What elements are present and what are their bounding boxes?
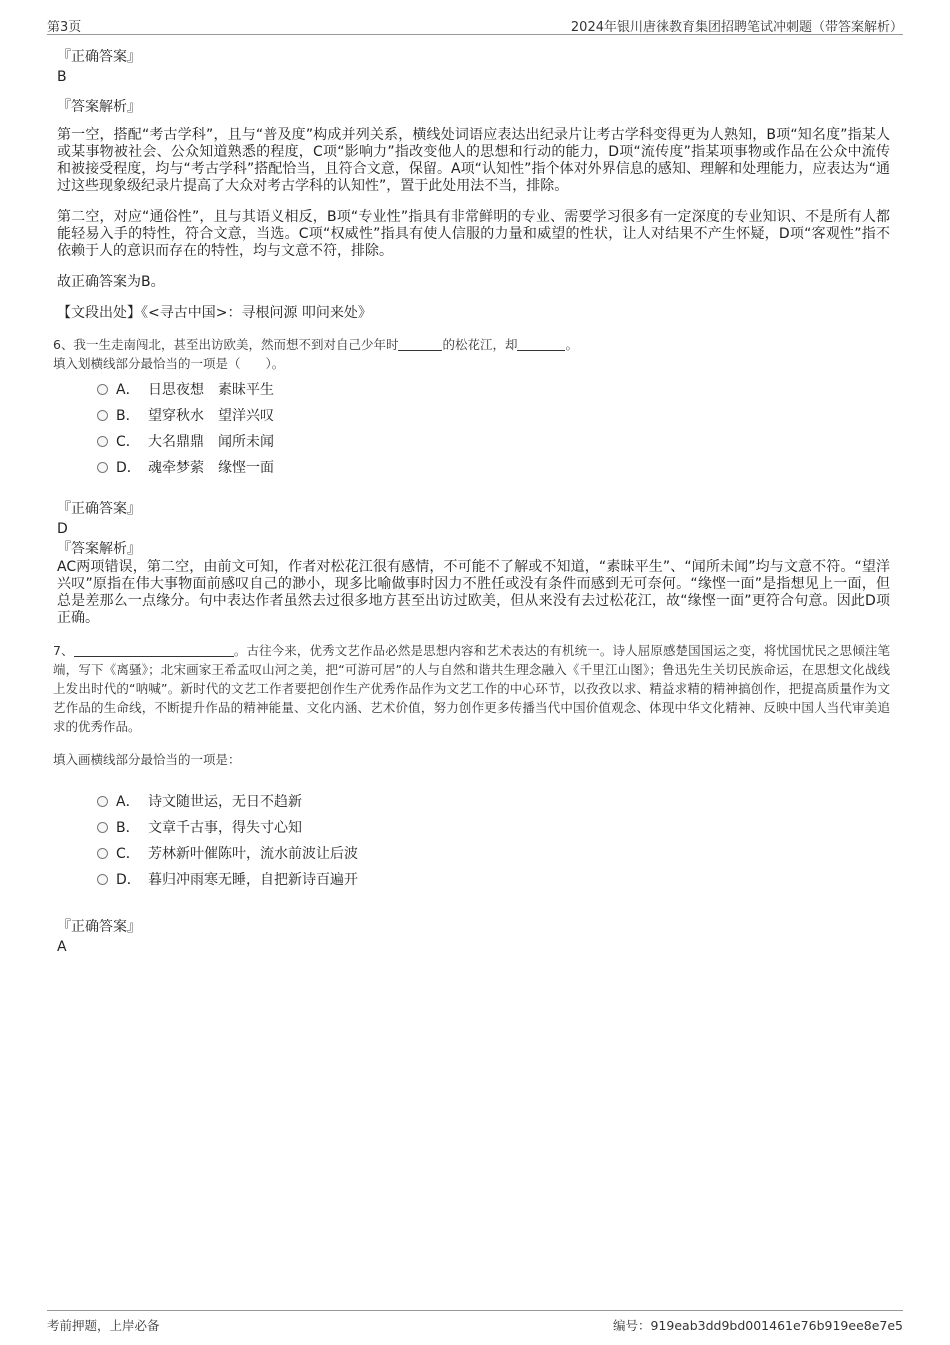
- document-title: 2024年银川唐徕教育集团招聘笔试冲刺题（带答案解析）: [570, 20, 903, 35]
- q6-blank-1: [398, 337, 442, 351]
- q6-analysis-label: 『答案解析』: [57, 541, 141, 557]
- radio-icon[interactable]: [97, 436, 108, 447]
- q7-stem: 7、 。古往今来，优秀文艺作品必然是思想内容和艺术表达的有机统一。诗人屈原感楚国国运之变，将忧国忧民之思倾注笔端，写下《离骚》；北宋画家王希孟叹山河之美，把“可游可居”的人与自然和谐共生理念融入《千里江山图》；鲁迅先生关切民族命运，在思想文化战线上发出时代的“呐喊”。新时代的文艺工作者要把创作生产优秀作品作为文艺工作的中心环节，以孜孜以求、精益求精的精神搞创作，把提高质量作为文艺作品的生命线，不断提升作品的精神能量、文化内涵、艺术价值，努力创作更多传播当代中国价值观念、体现中华文化精神、反映中国人当代审美追求的优秀作品。: [53, 643, 890, 734]
- q6-options: [97, 377, 890, 481]
- q6-option-a[interactable]: A． 日思夜想 素昧平生: [97, 377, 890, 403]
- q5-analysis-label: 『答案解析』: [57, 99, 141, 115]
- q5-analysis-paragraph-1: 第一空，搭配“考古学科”，且与“普及度”构成并列关系，横线处词语应表达出纪录片让考古学科变得更为人熟知，B项“知名度”指某人或某事物被社会、公众知道熟悉的程度，C项“影响力”指改变他人的思想和行动的能力，D项“流传度”指某项事物或作品在公众中流传和被接受程度，均与“考古学科”搭配恰当，且符合文意，保留。A项“认知性”指个体对外界信息的感知、理解和处理能力，应表达为“通过这些现象级纪录片提高了大众对考古学科的认知性”，置于此处用法不当，排除。: [57, 127, 890, 194]
- q6-analysis: AC两项错误，第二空，由前文可知，作者对松花江很有感情，不可能不了解或不知道，“素昧平生”、“闻所未闻”均与文意不符。“望洋兴叹”原指在伟大事物面前感叹自己的渺小，现多比喻做事时因力不胜任或没有条件而感到无可奈何。“缘悭一面”是指想见上一面，但总是差那么一点缘分。句中表达作者虽然去过很多地方甚至出访过欧美，但从来没有去过松花江，故“缘悭一面”更符合句意。因此D项正确。: [57, 559, 890, 626]
- page-content: [53, 44, 890, 957]
- q7-option-b[interactable]: B． 文章千古事，得失寸心知: [97, 815, 890, 841]
- q5-answer-label: 『正确答案』: [57, 49, 141, 65]
- q7-option-a[interactable]: A． 诗文随世运，无日不趋新: [97, 789, 890, 815]
- q7-option-c[interactable]: C． 芳林新叶催陈叶，流水前波让后波: [97, 841, 890, 867]
- q7-option-d[interactable]: D． 暮归冲雨寒无睡，自把新诗百遍开: [97, 867, 890, 893]
- radio-icon[interactable]: [97, 384, 108, 395]
- q7-answer-label: 『正确答案』: [57, 919, 141, 935]
- q6-option-d[interactable]: D． 魂牵梦萦 缘悭一面: [97, 455, 890, 481]
- q6-answer: D: [57, 521, 68, 537]
- q6-stem: 6、我一生走南闯北，甚至出访欧美，然而想不到对自己少年时 的松花江，却 。: [53, 337, 578, 352]
- radio-icon[interactable]: [97, 462, 108, 473]
- q5-conclusion: 故正确答案为B。: [57, 274, 165, 290]
- radio-icon[interactable]: [97, 410, 108, 421]
- radio-icon[interactable]: [97, 822, 108, 833]
- q5-analysis-paragraph-2: 第二空，对应“通俗性”，且与其语义相反，B项“专业性”指具有非常鲜明的专业、需要学习很多有一定深度的专业知识、不是所有人都能轻易入手的特性，符合文意，当选。C项“权威性”指具有使人信服的力量和威望的性状，让人对结果不产生怀疑，D项“客观性”指不依赖于人的意识而存在的特性，均与文意不符，排除。: [57, 209, 890, 259]
- q6-option-b[interactable]: B． 望穿秋水 望洋兴叹: [97, 403, 890, 429]
- radio-icon[interactable]: [97, 848, 108, 859]
- q7-prompt: 填入画横线部分最恰当的一项是：: [53, 752, 241, 767]
- page-header: [47, 14, 903, 35]
- document-code: 编号：919eab3dd9bd001461e76b919ee8e7e5: [612, 1318, 903, 1333]
- q6-answer-label: 『正确答案』: [57, 501, 141, 517]
- q7-answer: A: [57, 939, 67, 955]
- question-7: [53, 641, 890, 769]
- q6-prompt: 填入划横线部分最恰当的一项是（ ）。: [53, 356, 285, 371]
- q7-blank: [74, 643, 234, 657]
- q5-answer: B: [57, 69, 67, 85]
- radio-icon[interactable]: [97, 874, 108, 885]
- question-6: [53, 335, 890, 373]
- radio-icon[interactable]: [97, 796, 108, 807]
- page-footer: [47, 1310, 903, 1335]
- q6-option-c[interactable]: C． 大名鼎鼎 闻所未闻: [97, 429, 890, 455]
- q6-blank-2: [517, 337, 565, 351]
- footer-slogan: 考前押题，上岸必备: [47, 1318, 160, 1333]
- q5-source: 【文段出处】《<寻古中国>：寻根问源 叩问来处》: [57, 305, 372, 321]
- q7-options: [97, 789, 890, 893]
- page-number: 第3页: [47, 20, 82, 35]
